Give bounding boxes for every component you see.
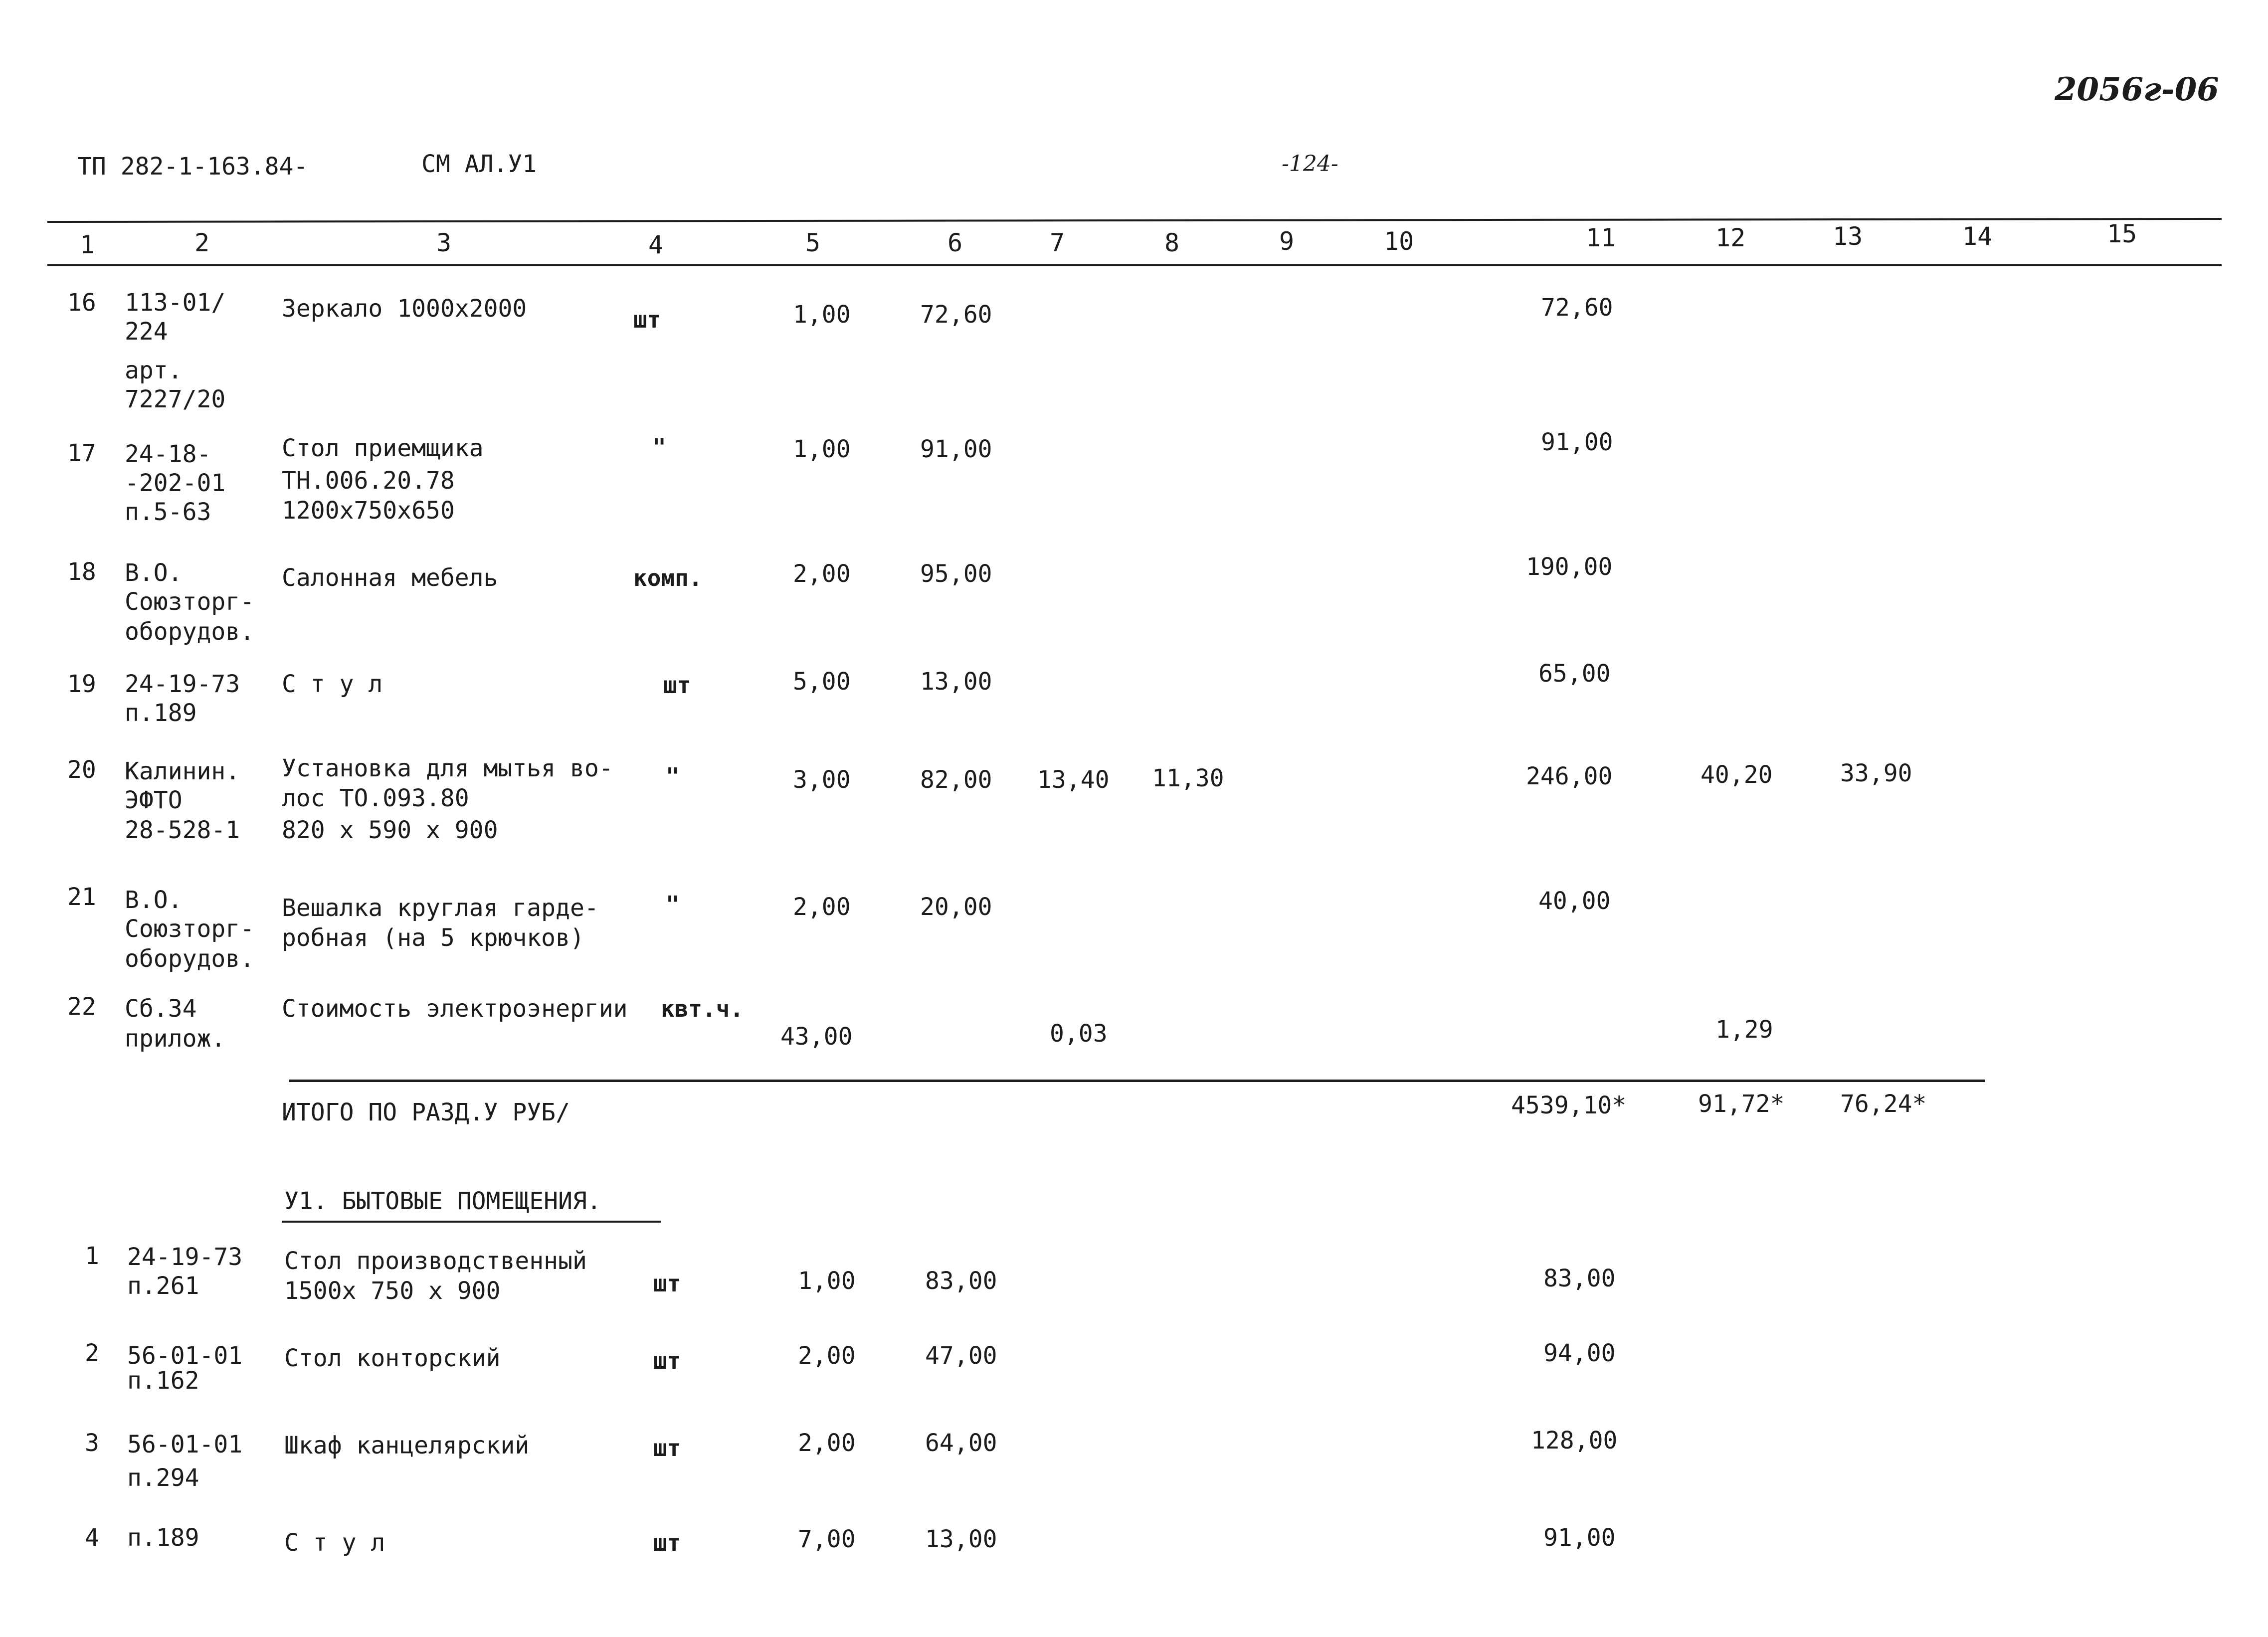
row-code: -202-01 xyxy=(125,469,226,497)
row-name: Вешалка круглая гарде- xyxy=(282,894,599,922)
column-number: 2 xyxy=(194,228,210,257)
row-code: п.189 xyxy=(125,699,197,727)
row-price: 91,00 xyxy=(920,435,992,463)
row-code: п.261 xyxy=(127,1272,199,1300)
row-price: 64,00 xyxy=(925,1429,997,1457)
column-number: 3 xyxy=(436,228,452,257)
row-name: 1200х750х650 xyxy=(282,497,455,525)
row-total: 94,00 xyxy=(1543,1339,1616,1367)
total-col11: 4539,10* xyxy=(1511,1091,1627,1119)
row-total: 40,00 xyxy=(1538,887,1611,915)
row-total: 246,00 xyxy=(1526,762,1613,790)
row-col12: 1,29 xyxy=(1715,1016,1773,1044)
column-number: 8 xyxy=(1164,228,1180,257)
row-number: 19 xyxy=(67,670,96,698)
row-code: Союзторг- xyxy=(125,915,255,943)
row-name: ТН.006.20.78 xyxy=(282,467,455,495)
row-name: Зеркало 1000х2000 xyxy=(282,295,527,323)
row-price: 83,00 xyxy=(925,1267,997,1295)
row-number: 22 xyxy=(67,993,96,1021)
row-price: 13,00 xyxy=(920,668,992,696)
column-number: 9 xyxy=(1279,227,1295,256)
row-total: 128,00 xyxy=(1531,1427,1618,1455)
row-price: 20,00 xyxy=(920,893,992,921)
column-number: 7 xyxy=(1050,228,1065,257)
column-number: 1 xyxy=(80,230,95,259)
row-name: Салонная мебель xyxy=(282,564,498,592)
row-price: 72,60 xyxy=(920,301,992,329)
row-code: арт. xyxy=(125,357,183,384)
row-quantity: 5,00 xyxy=(793,668,851,696)
row-code: п.189 xyxy=(127,1524,199,1552)
row-unit: шт xyxy=(633,306,661,333)
row-number: 2 xyxy=(85,1339,99,1367)
row-unit: шт xyxy=(653,1347,681,1374)
total-col12: 91,72* xyxy=(1698,1090,1785,1118)
row-code: 224 xyxy=(125,318,168,346)
row-name: 820 х 590 х 900 xyxy=(282,816,498,844)
row-total: 91,00 xyxy=(1543,1524,1616,1552)
row-code: прилож. xyxy=(125,1025,226,1053)
row-code: Сб.34 xyxy=(125,995,197,1023)
row-quantity: 2,00 xyxy=(793,560,851,588)
column-number: 15 xyxy=(2107,219,2137,248)
row-total: 72,60 xyxy=(1541,294,1613,322)
row-total: 83,00 xyxy=(1543,1265,1616,1292)
row-price: 13,00 xyxy=(925,1525,997,1553)
row-number: 20 xyxy=(67,756,96,784)
row-quantity: 2,00 xyxy=(793,893,851,921)
row-unit: шт xyxy=(653,1435,681,1461)
row-code: п.5-63 xyxy=(125,498,211,526)
row-code: 24-19-73 xyxy=(127,1243,243,1271)
row-code: оборудов. xyxy=(125,618,255,646)
section-title: У1. БЫТОВЫЕ ПОМЕЩЕНИЯ. xyxy=(284,1187,601,1215)
column-number: 4 xyxy=(648,230,664,259)
row-quantity: 3,00 xyxy=(793,766,851,794)
row-number: 4 xyxy=(85,1524,99,1552)
column-number: 12 xyxy=(1715,223,1746,252)
column-number: 6 xyxy=(947,228,963,257)
row-name: Установка для мытья во- xyxy=(282,754,613,782)
column-number: 10 xyxy=(1384,227,1414,256)
row-code: 56-01-01 xyxy=(127,1342,243,1370)
row-number: 21 xyxy=(67,883,96,911)
row-code: Союзторг- xyxy=(125,588,255,616)
total-label: ИТОГО ПО РАЗД.У РУБ/ xyxy=(282,1098,570,1126)
row-unit: шт xyxy=(653,1270,681,1297)
row-unit: квт.ч. xyxy=(661,995,744,1022)
row-name: Шкаф канцелярский xyxy=(284,1432,530,1459)
row-unit: " xyxy=(652,434,666,461)
row-code: оборудов. xyxy=(125,945,255,973)
row-number: 16 xyxy=(67,289,96,317)
row-quantity: 2,00 xyxy=(798,1429,856,1457)
row-name: Стол приемщика xyxy=(282,434,484,462)
header-top-rule xyxy=(47,218,2222,223)
row-code: 56-01-01 xyxy=(127,1431,243,1458)
row-number: 3 xyxy=(85,1429,99,1457)
row-quantity: 2,00 xyxy=(798,1342,856,1370)
row-quantity: 1,00 xyxy=(798,1267,856,1295)
row-number: 18 xyxy=(67,558,96,586)
row-code: 7227/20 xyxy=(125,385,226,413)
row-col12: 40,20 xyxy=(1701,761,1773,789)
row-code: Калинин. xyxy=(125,757,240,785)
row-price: 82,00 xyxy=(920,766,992,794)
row-unit: " xyxy=(666,763,680,790)
row-price: 95,00 xyxy=(920,560,992,588)
row-price: 47,00 xyxy=(925,1342,997,1370)
section-underline xyxy=(282,1221,661,1223)
row-unit: " xyxy=(666,891,680,918)
column-number: 13 xyxy=(1833,222,1863,251)
row-name: 1500х 750 х 900 xyxy=(284,1277,501,1305)
row-quantity: 7,00 xyxy=(798,1525,856,1553)
total-col13: 76,24* xyxy=(1840,1090,1927,1118)
header-bottom-rule xyxy=(47,264,2222,266)
row-code: 24-18- xyxy=(125,440,211,468)
row-name: Стоимость электроэнергии xyxy=(282,995,628,1023)
row-name: Стол конторский xyxy=(284,1344,501,1372)
column-number: 11 xyxy=(1586,223,1616,252)
row-col8: 11,30 xyxy=(1152,764,1224,792)
row-quantity: 1,00 xyxy=(793,301,851,329)
row-total: 190,00 xyxy=(1526,553,1613,581)
header-code: ТП 282-1-163.84- xyxy=(77,153,308,181)
row-code: 28-528-1 xyxy=(125,816,240,844)
row-name: робная (на 5 крючков) xyxy=(282,924,584,952)
row-number: 17 xyxy=(67,439,96,467)
row-unit: шт xyxy=(663,672,691,699)
row-quantity: 1,00 xyxy=(793,435,851,463)
row-number: 1 xyxy=(85,1242,99,1270)
row-total: 65,00 xyxy=(1538,660,1611,688)
row-code: п.162 xyxy=(127,1367,199,1395)
page-number: -124- xyxy=(1282,151,1338,177)
row-name: лос ТО.093.80 xyxy=(282,784,469,812)
row-col7: 13,40 xyxy=(1037,766,1110,794)
row-col13: 33,90 xyxy=(1840,759,1912,787)
total-rule xyxy=(289,1080,1985,1082)
row-code: 24-19-73 xyxy=(125,670,240,698)
row-code: В.О. xyxy=(125,886,183,914)
row-name: Стол производственный xyxy=(284,1247,587,1275)
document-number: 2056г-06 xyxy=(2055,71,2219,108)
header-album: СМ АЛ.У1 xyxy=(421,150,537,178)
row-unit: комп. xyxy=(633,564,703,591)
row-col7: 0,03 xyxy=(1050,1020,1108,1048)
column-number: 14 xyxy=(1962,222,1993,251)
row-name: С т у л xyxy=(284,1529,385,1557)
column-number: 5 xyxy=(805,228,821,257)
row-code: 113-01/ xyxy=(125,289,226,317)
row-code: В.О. xyxy=(125,559,183,587)
row-code: п.294 xyxy=(127,1464,199,1492)
row-quantity: 43,00 xyxy=(780,1023,853,1051)
row-name: С т у л xyxy=(282,670,383,698)
row-code: ЭФТО xyxy=(125,786,183,814)
row-total: 91,00 xyxy=(1541,428,1613,456)
row-unit: шт xyxy=(653,1529,681,1556)
